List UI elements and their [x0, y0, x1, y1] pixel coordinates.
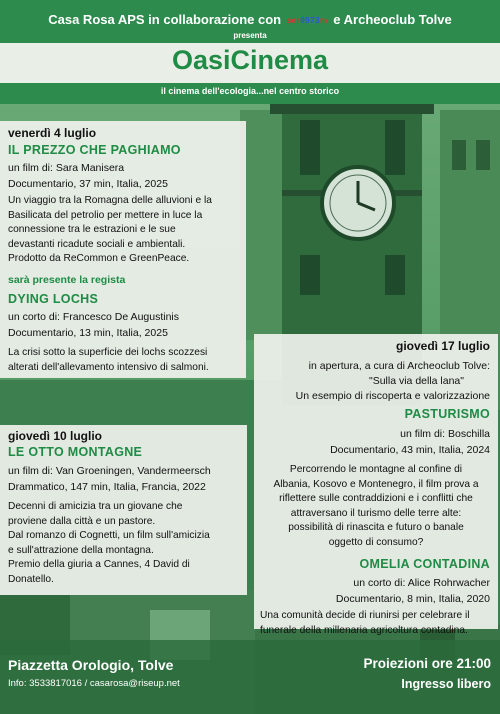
- film-description: [254, 463, 498, 550]
- film-meta: Drammatico, 147 min, Italia, Francia, 2022: [8, 481, 206, 493]
- description-line: Una comunità decide di riunirsi per celebrare il: [260, 610, 470, 621]
- opening-note: in apertura, a cura di Archeoclub Tolve:: [308, 360, 490, 372]
- film-description: [260, 609, 470, 638]
- venue-label: Piazzetta Orologio, Tolve: [8, 657, 174, 673]
- film-title: PASTURISMO: [404, 407, 490, 421]
- film-note: sarà presente la regista: [8, 274, 126, 286]
- partner-logo-part-1: ser: [286, 16, 301, 26]
- film-title: IL PREZZO CHE PAGHIAMO: [8, 143, 181, 157]
- event-panel-july-17: [254, 334, 498, 636]
- description-line: connessione tra le estrazioni e le sue: [8, 224, 176, 235]
- description-line: Percorrendo le montagne al confine di: [289, 464, 463, 475]
- description-line: devastanti ricadute sociali e ambientali.: [8, 238, 186, 250]
- film-meta: Documentario, 43 min, Italia, 2024: [330, 444, 490, 456]
- header-credits-suffix: e Archeoclub Tolve: [333, 12, 452, 27]
- film-director: un film di: Van Groeningen, Vandermeersch: [8, 465, 211, 477]
- description-line: riflettere sulle contraddizioni e i conflitti che: [279, 493, 473, 504]
- description-line: Dal romanzo di Cognetti, un film sull'amicizia: [8, 530, 210, 541]
- opening-description: Un esempio di riscoperta e valorizzazione: [295, 390, 490, 402]
- description-line: possibilità di rinascita e futuro o banale: [288, 522, 464, 533]
- event-panel-july-4: [0, 121, 246, 378]
- event-panel-july-10: [0, 425, 247, 595]
- description-line: attraversano il turismo delle terre alte:: [290, 507, 462, 519]
- partner-logo-part-2: 9973: [300, 16, 321, 26]
- opening-title: "Sulla via della lana": [368, 375, 464, 387]
- entry-label: Ingresso libero: [401, 677, 491, 691]
- film-director: un film di: Sara Manisera: [8, 162, 125, 174]
- film-meta: Documentario, 8 min, Italia, 2020: [335, 593, 490, 605]
- partner-logo-part-3: m: [320, 16, 328, 26]
- film-description: [8, 194, 212, 267]
- film-description: [8, 500, 210, 587]
- description-line: e sull'attrazione della montagna.: [8, 544, 154, 556]
- header-credits: [0, 12, 500, 27]
- page-title: OasiCinema: [171, 45, 329, 75]
- description-line: alterati dell'allevamento intensivo di salmoni.: [8, 361, 209, 373]
- description-line: proviene dalla città e un pastore.: [8, 515, 156, 527]
- page-subtitle: il cinema dell'ecologia...nel centro storico: [160, 86, 340, 96]
- description-line: Basilicata del petrolio per mettere in luce la: [8, 209, 203, 221]
- film-title: OMELIA CONTADINA: [359, 557, 490, 571]
- description-line: Albania, Kosovo e Montenegro, il film prova a: [273, 478, 479, 490]
- description-line: Decenni di amicizia tra un giovane che: [8, 501, 183, 512]
- event-date: venerdì 4 luglio: [8, 126, 97, 140]
- description-line: Premio della giuria a Cannes, 4 David di: [8, 559, 190, 570]
- description-line: Prodotto da ReCommon e GreenPeace.: [8, 253, 190, 264]
- description-line: La crisi sotto la superficie dei lochs scozzesi: [8, 347, 208, 358]
- film-meta: Documentario, 37 min, Italia, 2025: [8, 178, 168, 190]
- contact-info: Info: 3533817016 / casarosa@riseup.net: [8, 678, 180, 689]
- film-title: LE OTTO MONTAGNE: [8, 445, 143, 459]
- header-presenta: presenta: [233, 31, 267, 40]
- description-line: oggetto di consumo?: [328, 536, 424, 548]
- projection-time: Proiezioni ore 21:00: [363, 656, 491, 671]
- film-meta: Documentario, 13 min, Italia, 2025: [8, 327, 168, 339]
- film-director: un corto di: Alice Rohrwacher: [353, 577, 490, 589]
- partner-logo: [287, 16, 328, 25]
- title-box: [0, 43, 500, 83]
- film-title: DYING LOCHS: [8, 292, 99, 306]
- description-line: funerale della millenaria agricoltura contadina.: [260, 624, 468, 636]
- header-credits-prefix: Casa Rosa APS in collaborazione con: [48, 12, 282, 27]
- description-line: Donatello.: [8, 573, 54, 585]
- film-director: un corto di: Francesco De Augustinis: [8, 311, 180, 323]
- event-date: giovedì 17 luglio: [395, 339, 490, 353]
- film-description: [8, 346, 209, 375]
- film-director: un film di: Boschilla: [400, 428, 490, 440]
- description-line: Un viaggio tra la Romagna delle alluvioni e la: [8, 195, 212, 206]
- event-date: giovedì 10 luglio: [8, 429, 103, 443]
